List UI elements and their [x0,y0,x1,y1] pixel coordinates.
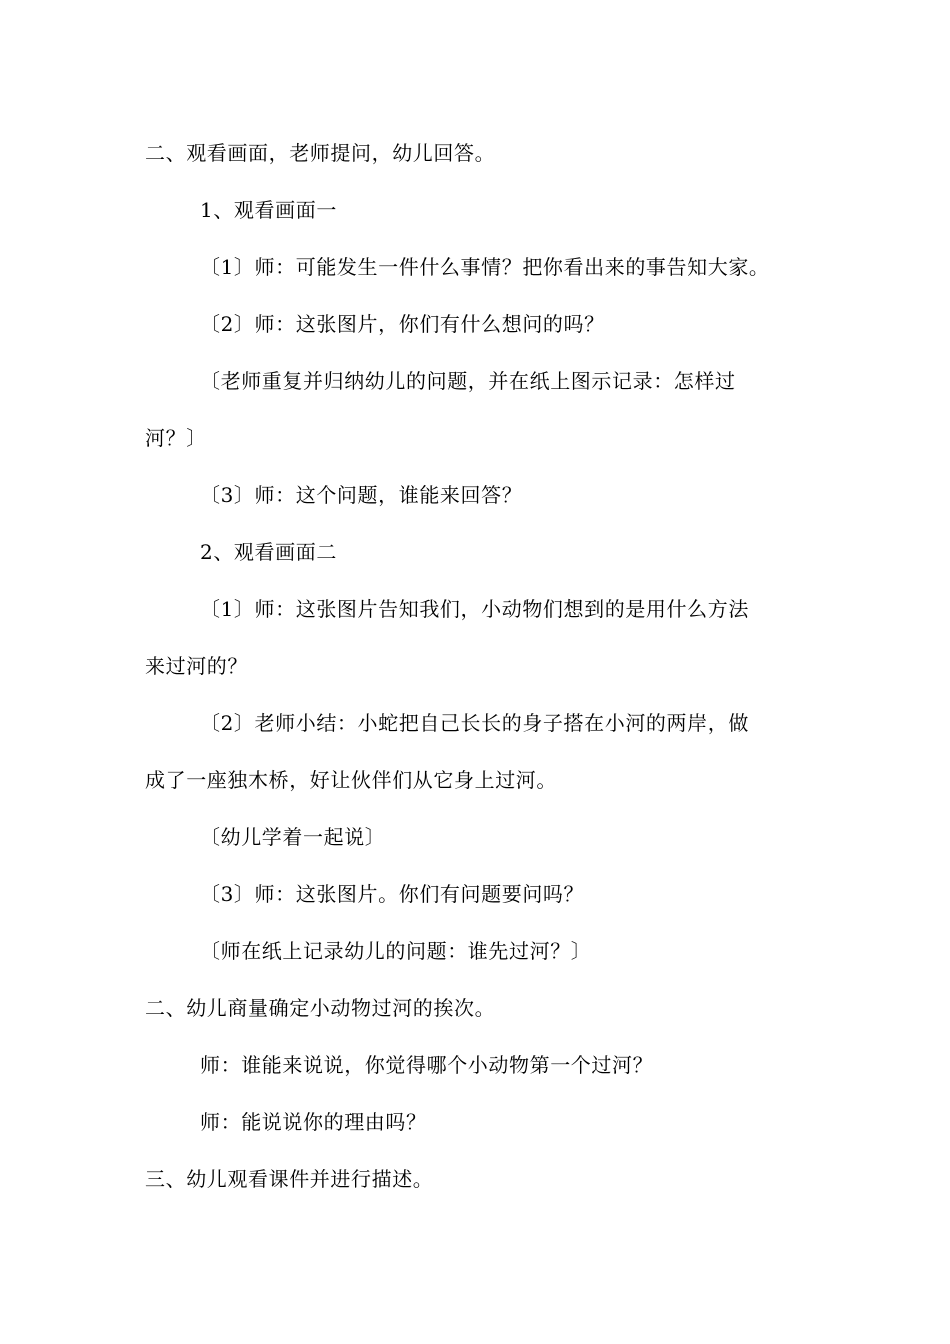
heading-observe-pictures: 二、观看画面，老师提问，幼儿回答。 [145,141,496,165]
paragraph-teacher-note-line2: 河？〕 [145,426,207,450]
paragraph-question-2: 〔2〕师：这张图片，你们有什么想问的吗？ [200,312,605,336]
paragraph-children-repeat: 〔幼儿学着一起说〕 [200,825,386,849]
paragraph-record-question: 〔师在纸上记录幼儿的问题：谁先过河？〕 [200,939,592,963]
paragraph-who-first: 师：谁能来说说，你觉得哪个小动物第一个过河？ [200,1053,654,1077]
paragraph-picture-two-q1-line2: 来过河的？ [145,654,248,678]
paragraph-reason: 师：能说说你的理由吗？ [200,1110,427,1134]
subheading-picture-one: 1、观看画面一 [200,198,337,222]
heading-discuss-order: 二、幼儿商量确定小动物过河的挨次。 [145,996,496,1020]
paragraph-picture-two-q3: 〔3〕师：这张图片。你们有问题要问吗？ [200,882,585,906]
paragraph-teacher-note-line1: 〔老师重复并归纳幼儿的问题，并在纸上图示记录：怎样过 [200,369,736,393]
subheading-picture-two: 2、观看画面二 [200,540,337,564]
paragraph-question-1: 〔1〕师：可能发生一件什么事情？把你看出来的事告知大家。 [200,255,770,279]
paragraph-summary-line1: 〔2〕老师小结：小蛇把自己长长的身子搭在小河的两岸，做 [200,711,749,735]
heading-watch-courseware: 三、幼儿观看课件并进行描述。 [145,1167,434,1191]
paragraph-summary-line2: 成了一座独木桥，好让伙伴们从它身上过河。 [145,768,557,792]
paragraph-question-3: 〔3〕师：这个问题，谁能来回答？ [200,483,523,507]
paragraph-picture-two-q1-line1: 〔1〕师：这张图片告知我们，小动物们想到的是用什么方法 [200,597,749,621]
